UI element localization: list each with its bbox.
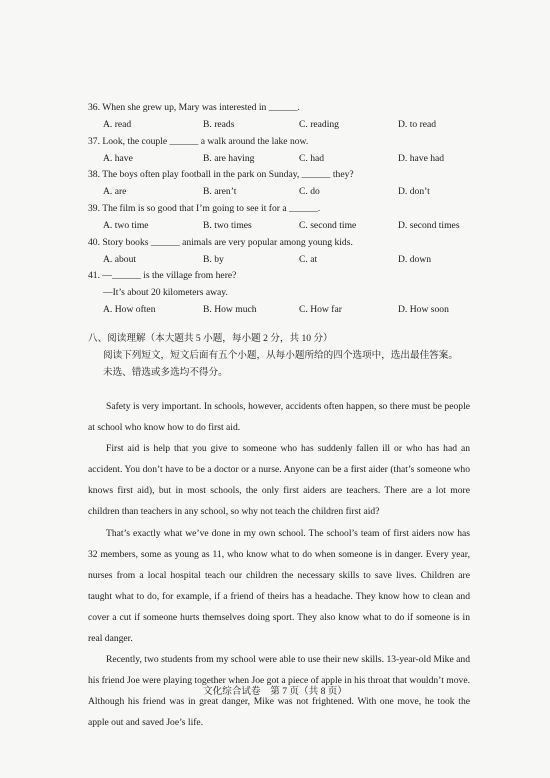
option-b: B. How much xyxy=(203,304,257,315)
option-b: B. reads xyxy=(203,119,235,130)
option-c: C. second time xyxy=(299,220,357,231)
question-41-reply: —It’s about 20 kilometers away. xyxy=(103,287,228,298)
question-41: 41. —______ is the village from here? xyxy=(88,270,237,281)
option-b: B. aren’t xyxy=(203,186,237,197)
section-instruction: 阅读下列短文，短文后面有五个小题，从每小题所给的四个选项中，选出最佳答案。 xyxy=(103,350,458,361)
passage-paragraph: That’s exactly what we’ve done in my own school. The school’s team of first aiders now has 32 members, some as young as 11, who know what to do when someone is in danger. Every year, nurses from a local hospital teach our children the necessary skills to save lives. Children are taught what to do, for example, if a friend of theirs has a headache. They know how to clean and cover a cut if someone hurts themselves doing sport. They also know what to do if someone is in real danger. xyxy=(88,527,470,645)
option-d: D. How soon xyxy=(398,304,449,315)
option-c: C. do xyxy=(299,186,320,197)
question-38: 38. The boys often play football in the park on Sunday, ______ they? xyxy=(88,169,354,180)
option-a: A. read xyxy=(103,119,132,130)
option-d: D. down xyxy=(398,254,432,265)
section-title: 八、阅读理解（本大题共 5 小题，每小题 2 分，共 10 分） xyxy=(88,333,333,344)
option-b: B. by xyxy=(203,254,224,265)
option-d: D. second times xyxy=(398,220,460,231)
question-39: 39. The film is so good that I’m going to see it for a ______. xyxy=(88,203,321,214)
section-instruction-note: 未选、错选或多选均不得分。 xyxy=(103,367,228,378)
question-36: 36. When she grew up, Mary was interested in ______. xyxy=(88,102,300,113)
option-c: C. reading xyxy=(299,119,339,130)
passage-paragraph: First aid is help that you give to someone who has suddenly fallen ill or who has had an accident. You don’t have to be a doctor or a nurse. Anyone can be a first aider (that’s someone who knows first aid), but in most schools, the only first aiders are teachers. There are a lot more children than teachers in any school, so why not teach the children first aid? xyxy=(88,443,470,518)
option-c: C. How far xyxy=(299,304,342,315)
option-c: C. had xyxy=(299,153,325,164)
passage-paragraph: Recently, two students from my school were able to use their new skills. 13-year-old Mike and his friend Joe were playing together when Joe got a piece of apple in his throat that wouldn’t move. Although his friend was in great danger, Mike was not frightened. With one move, he took the apple out and saved Joe’s life. xyxy=(88,654,470,729)
option-d: D. don’t xyxy=(398,186,430,197)
page-footer: 文化综合试卷 第 7 页（共 8 页） xyxy=(203,686,347,697)
option-d: D. have had xyxy=(398,153,445,164)
option-c: C. at xyxy=(299,254,318,265)
option-a: A. have xyxy=(103,153,133,164)
option-a: A. about xyxy=(103,254,137,265)
option-b: B. two times xyxy=(203,220,252,231)
option-a: A. are xyxy=(103,186,127,197)
option-a: A. two time xyxy=(103,220,149,231)
question-40: 40. Story books ______ animals are very popular among young kids. xyxy=(88,237,353,248)
option-b: B. are having xyxy=(203,153,255,164)
question-37: 37. Look, the couple ______ a walk around the lake now. xyxy=(88,136,309,147)
option-a: A. How often xyxy=(103,304,156,315)
option-d: D. to read xyxy=(398,119,437,130)
reading-passage xyxy=(88,396,470,734)
passage-paragraph: Safety is very important. In schools, however, accidents often happen, so there must be people at school who know how to do first aid. xyxy=(88,401,470,434)
